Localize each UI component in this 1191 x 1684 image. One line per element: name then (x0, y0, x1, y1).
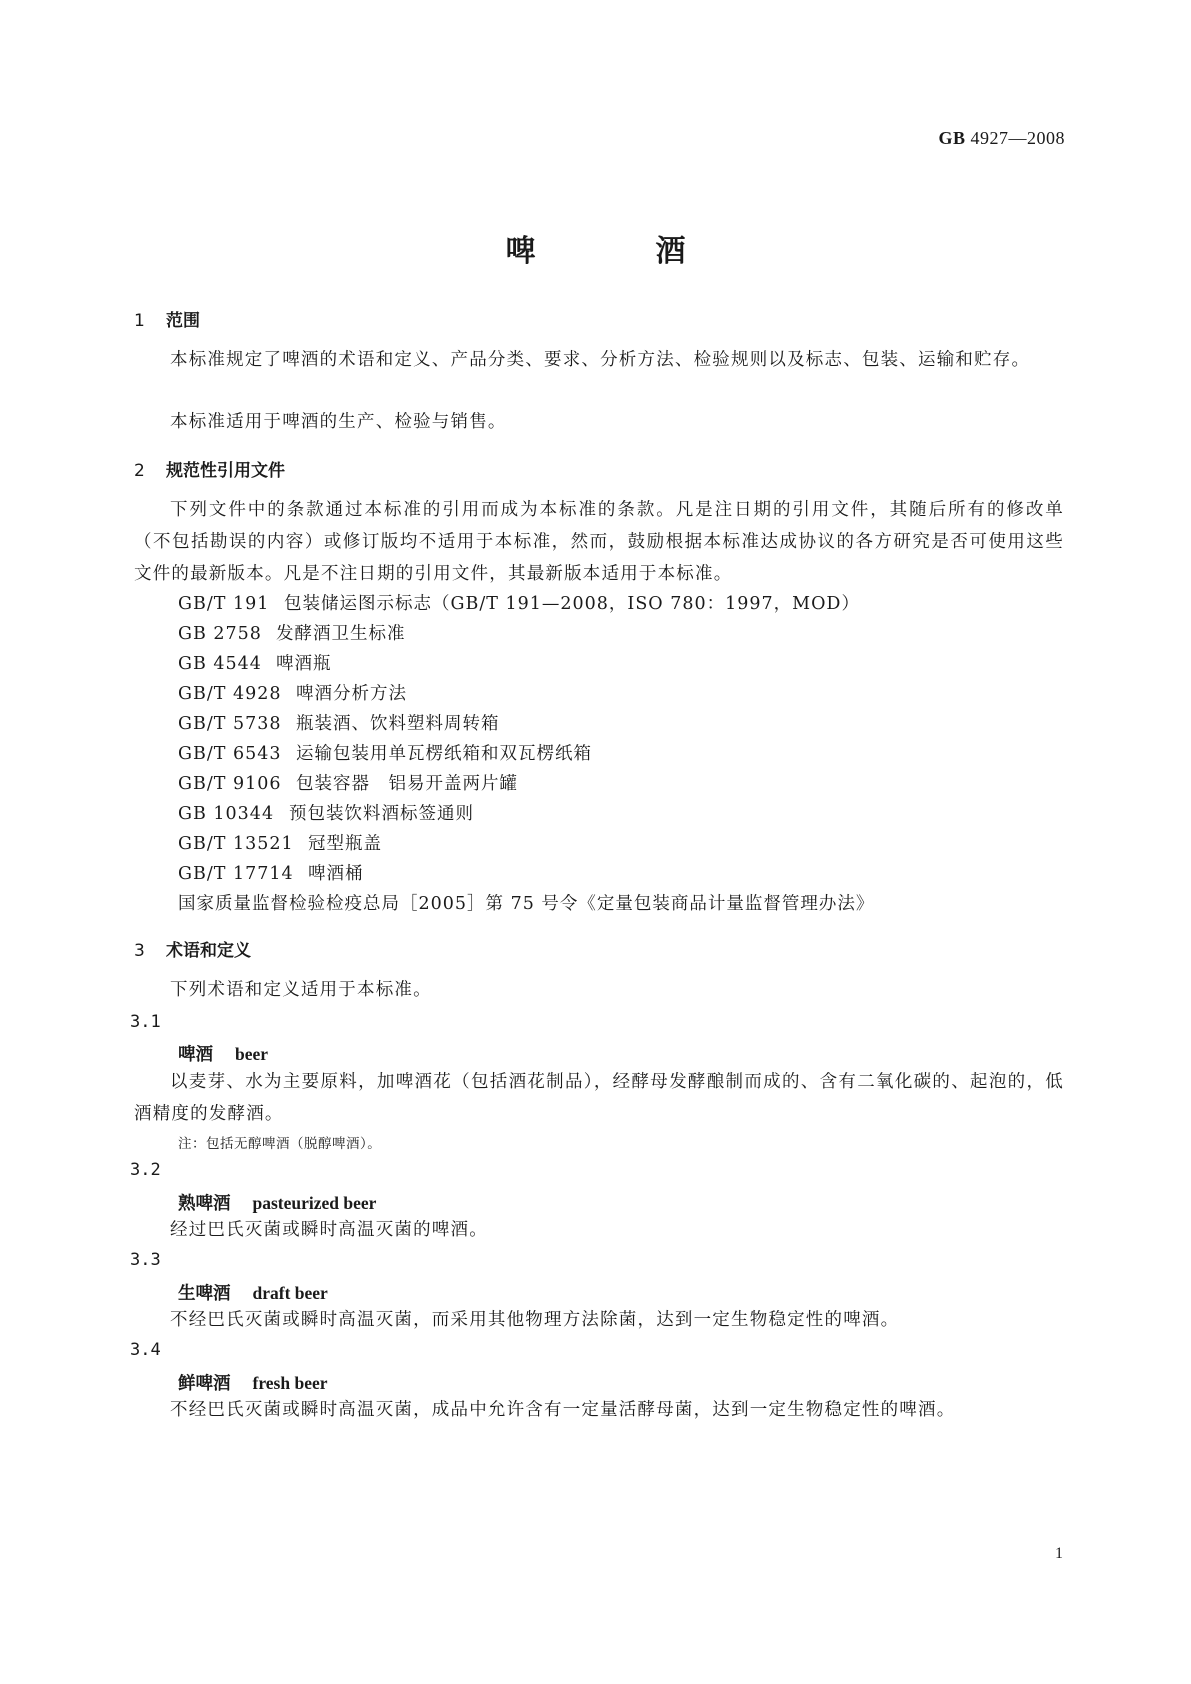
term-heading (178, 1280, 328, 1305)
standard-code-prefix: GB (938, 128, 966, 148)
reference-code: GB/T 9106 (178, 774, 282, 794)
section-title: 范围 (166, 311, 200, 331)
term-definition: 不经巴氏灭菌或瞬时高温灭菌，成品中允许含有一定量活酵母菌，达到一定生物稳定性的啤酒。 (170, 1400, 956, 1420)
reference-item (178, 620, 406, 645)
reference-code: GB/T 5738 (178, 714, 282, 734)
standard-code-number: 4927—2008 (965, 128, 1065, 148)
clause-number: 3.4 (130, 1340, 161, 1360)
section-1-heading (134, 306, 200, 331)
scope-paragraph-1: 本标准规定了啤酒的术语和定义、产品分类、要求、分析方法、检验规则以及标志、包装、运输和贮存。 (170, 350, 1031, 370)
section-number: 1 (134, 311, 145, 331)
reference-name: 啤酒分析方法 (296, 684, 407, 704)
reference-item (178, 830, 382, 855)
reference-name: 冠型瓶盖 (308, 834, 382, 854)
reference-name: 包装容器 铝易开盖两片罐 (296, 774, 518, 794)
reference-item (178, 860, 364, 885)
reference-code: GB 4544 (178, 654, 262, 674)
section-title: 术语和定义 (166, 941, 251, 961)
page-number: 1 (1055, 1545, 1063, 1562)
reference-name: 运输包装用单瓦楞纸箱和双瓦楞纸箱 (296, 744, 592, 764)
reference-name: 预包装饮料酒标签通则 (289, 804, 474, 824)
reference-name: 发酵酒卫生标准 (276, 624, 406, 644)
clause-number: 3.3 (130, 1250, 161, 1270)
section-title: 规范性引用文件 (166, 461, 285, 481)
reference-name: 啤酒桶 (308, 864, 364, 884)
reference-name: 包装储运图示标志（GB/T 191—2008，ISO 780：1997，MOD） (284, 594, 860, 614)
reference-code: GB/T 191 (178, 594, 270, 614)
term-zh: 生啤酒 (178, 1284, 231, 1304)
term-heading (178, 1190, 376, 1215)
reference-code: GB 2758 (178, 624, 262, 644)
reference-code: GB/T 13521 (178, 834, 294, 854)
scope-paragraph-2: 本标准适用于啤酒的生产、检验与销售。 (170, 412, 507, 432)
reference-code: GB 10344 (178, 804, 275, 824)
section-number: 3 (134, 941, 145, 961)
reference-item (178, 680, 407, 705)
reference-name: 啤酒瓶 (276, 654, 332, 674)
term-zh: 鲜啤酒 (178, 1374, 231, 1394)
section-3-heading (134, 936, 251, 961)
reference-item (178, 740, 592, 765)
reference-code: GB/T 4928 (178, 684, 282, 704)
reference-item (178, 590, 860, 615)
section-2-heading (134, 456, 285, 481)
reference-item (178, 710, 500, 735)
section-number: 2 (134, 461, 145, 481)
term-heading (178, 1041, 268, 1066)
term-definition: 不经巴氏灭菌或瞬时高温灭菌，而采用其他物理方法除菌，达到一定生物稳定性的啤酒。 (170, 1310, 900, 1330)
document-title: 啤酒 (505, 234, 806, 269)
term-zh: 熟啤酒 (178, 1194, 231, 1214)
reference-name: 瓶装酒、饮料塑料周转箱 (296, 714, 500, 734)
normative-references-paragraph: 下列文件中的条款通过本标准的引用而成为本标准的条款。凡是注日期的引用文件，其随后所有的修改单（不包括勘误的内容）或修订版均不适用于本标准，然而，鼓励根据本标准达成协议的各方研究是否可使用这些文件的最新版本。凡是不注日期的引用文件，其最新版本适用于本标准。 (134, 500, 1064, 584)
reference-item (178, 800, 474, 825)
clause-number: 3.2 (130, 1160, 161, 1180)
term-zh: 啤酒 (178, 1045, 213, 1065)
reference-code: GB/T 17714 (178, 864, 294, 884)
term-en: fresh beer (252, 1373, 328, 1393)
term-definition: 经过巴氏灭菌或瞬时高温灭菌的啤酒。 (170, 1220, 488, 1240)
term-en: draft beer (252, 1283, 328, 1303)
terms-intro: 下列术语和定义适用于本标准。 (170, 980, 432, 1000)
standard-code (938, 128, 1065, 149)
term-note: 注：包括无醇啤酒（脱醇啤酒）。 (178, 1136, 382, 1152)
reference-code: GB/T 6543 (178, 744, 282, 764)
term-definition: 以麦芽、水为主要原料，加啤酒花（包括酒花制品），经酵母发酵酿制而成的、含有二氧化碳的、起泡的，低酒精度的发酵酒。 (134, 1072, 1064, 1124)
term-heading (178, 1370, 328, 1395)
reference-item (178, 650, 332, 675)
term-en: beer (235, 1044, 269, 1064)
reference-decree: 国家质量监督检验检疫总局［2005］第 75 号令《定量包装商品计量监督管理办法》 (178, 894, 875, 914)
clause-number: 3.1 (130, 1012, 161, 1032)
reference-item (178, 770, 518, 795)
term-en: pasteurized beer (252, 1193, 377, 1213)
